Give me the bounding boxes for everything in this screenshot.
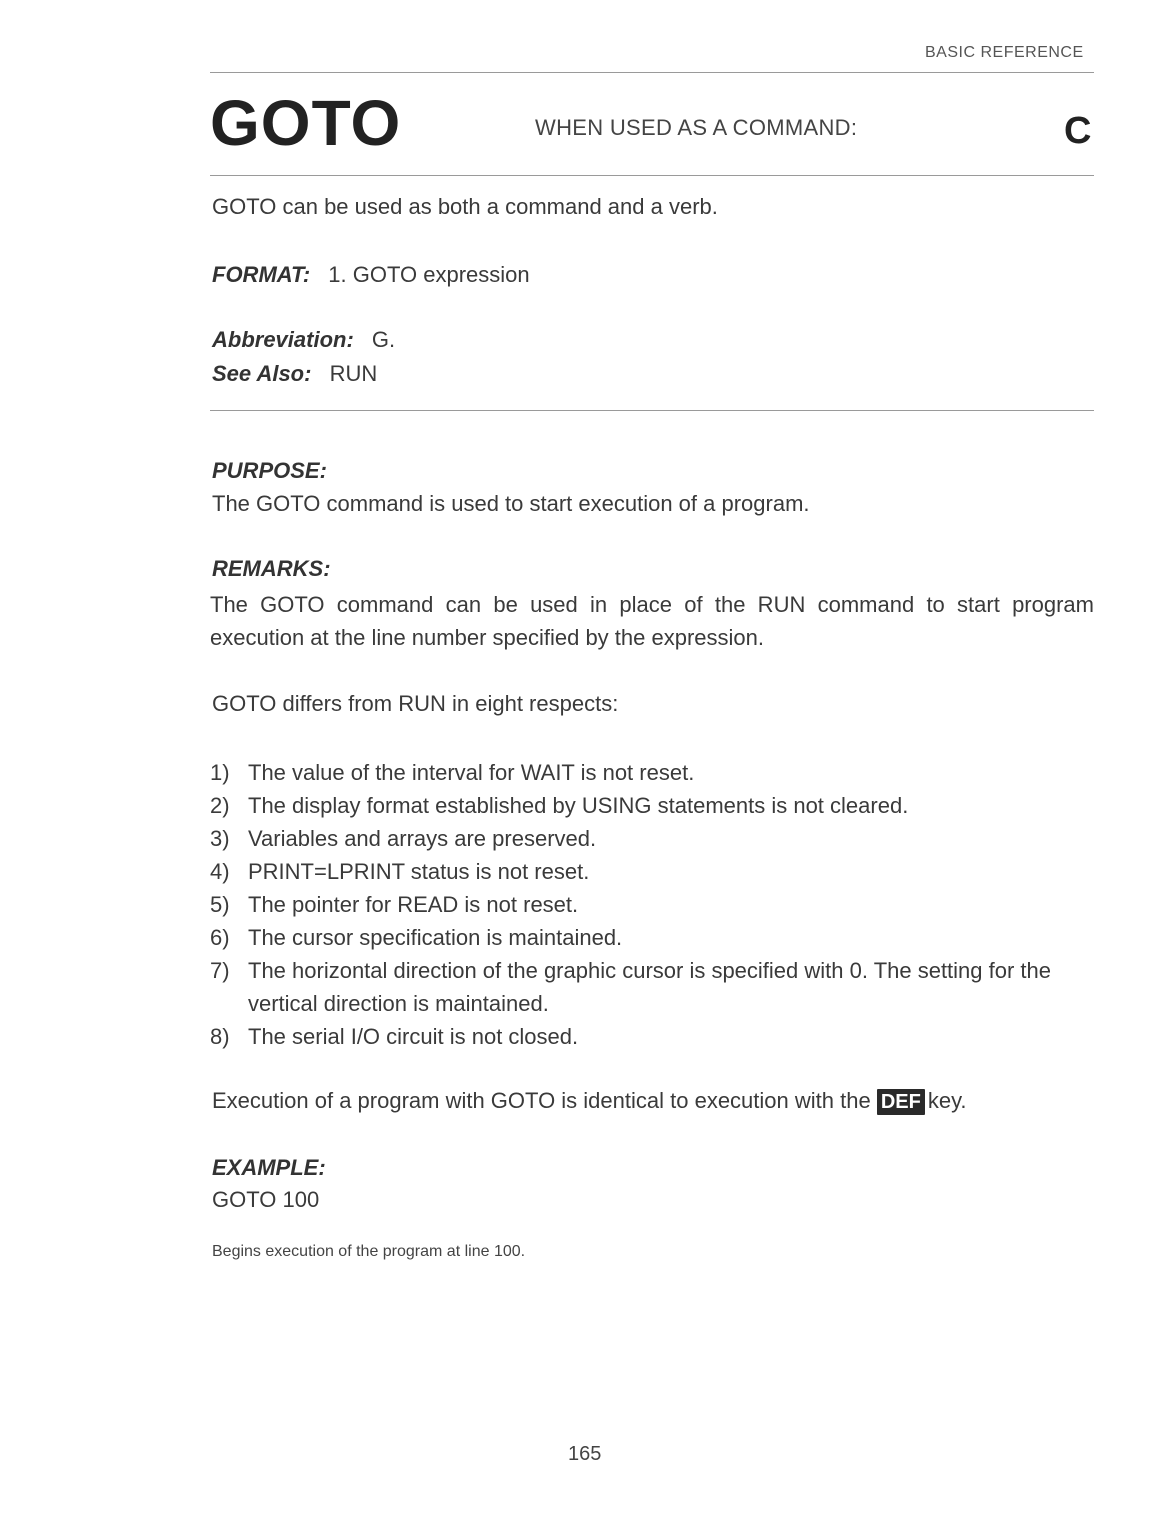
- list-number: 1): [210, 760, 230, 785]
- list-text: The serial I/O circuit is not closed.: [248, 1024, 579, 1049]
- purpose-text: The GOTO command is used to start execution of a program.: [212, 491, 810, 516]
- page-title: GOTO: [210, 87, 402, 159]
- list-text: Variables and arrays are preserved.: [248, 826, 597, 851]
- list-text: The cursor specification is maintained.: [248, 925, 623, 950]
- list-number: 2): [210, 793, 230, 818]
- see-also-value: RUN: [329, 361, 378, 386]
- format-line: [212, 262, 530, 288]
- example-heading: EXAMPLE:: [212, 1155, 326, 1180]
- page-number: 165: [568, 1443, 602, 1465]
- list-text: The value of the interval for WAIT is not reset.: [248, 760, 695, 785]
- intro-text: GOTO can be used as both a command and a verb.: [212, 194, 718, 219]
- example-caption: Begins execution of the program at line 100.: [212, 1243, 526, 1260]
- list-number: 3): [210, 826, 230, 851]
- format-label: FORMAT:: [212, 262, 311, 287]
- see-also-line: [212, 361, 377, 387]
- example-code: GOTO 100: [212, 1187, 320, 1212]
- closing-text: Execution of a program with GOTO is identical to execution with the: [212, 1088, 871, 1113]
- title-rule: [210, 175, 1094, 176]
- format-entry: 1. GOTO expression: [328, 262, 530, 287]
- list-number: 4): [210, 859, 230, 884]
- purpose-heading: PURPOSE:: [212, 458, 327, 483]
- running-head: BASIC REFERENCE: [925, 44, 1084, 61]
- abbreviation-label: Abbreviation:: [212, 327, 354, 352]
- remarks-heading: REMARKS:: [212, 556, 331, 581]
- abbreviation-value: G.: [371, 327, 396, 352]
- usage-label: WHEN USED AS A COMMAND:: [535, 115, 858, 140]
- list-text: The pointer for READ is not reset.: [248, 892, 579, 917]
- list-number: 8): [210, 1024, 230, 1049]
- mode-letter: C: [1064, 110, 1092, 152]
- closing-suffix: key.: [927, 1088, 967, 1113]
- list-number: 6): [210, 925, 230, 950]
- list-text: The display format established by USING statements is not cleared.: [248, 793, 909, 818]
- see-also-label: See Also:: [212, 361, 312, 386]
- list-number: 5): [210, 892, 230, 917]
- remarks-paragraph-1: The GOTO command can be used in place of the RUN command to start program execution at the line number specified by the expression.: [210, 592, 1094, 650]
- list-number: 7): [210, 958, 230, 983]
- header-rule: [210, 72, 1094, 73]
- def-key-icon: DEF: [877, 1089, 925, 1115]
- remarks-closing: [212, 1088, 967, 1115]
- abbreviation-line: [212, 327, 395, 353]
- list-text: PRINT=LPRINT status is not reset.: [248, 859, 590, 884]
- remarks-paragraph-2: GOTO differs from RUN in eight respects:: [212, 691, 619, 716]
- section-rule: [210, 410, 1094, 411]
- list-text: The horizontal direction of the graphic cursor is specified with 0. The setting for the vertical direction is maintained.: [248, 958, 1052, 1016]
